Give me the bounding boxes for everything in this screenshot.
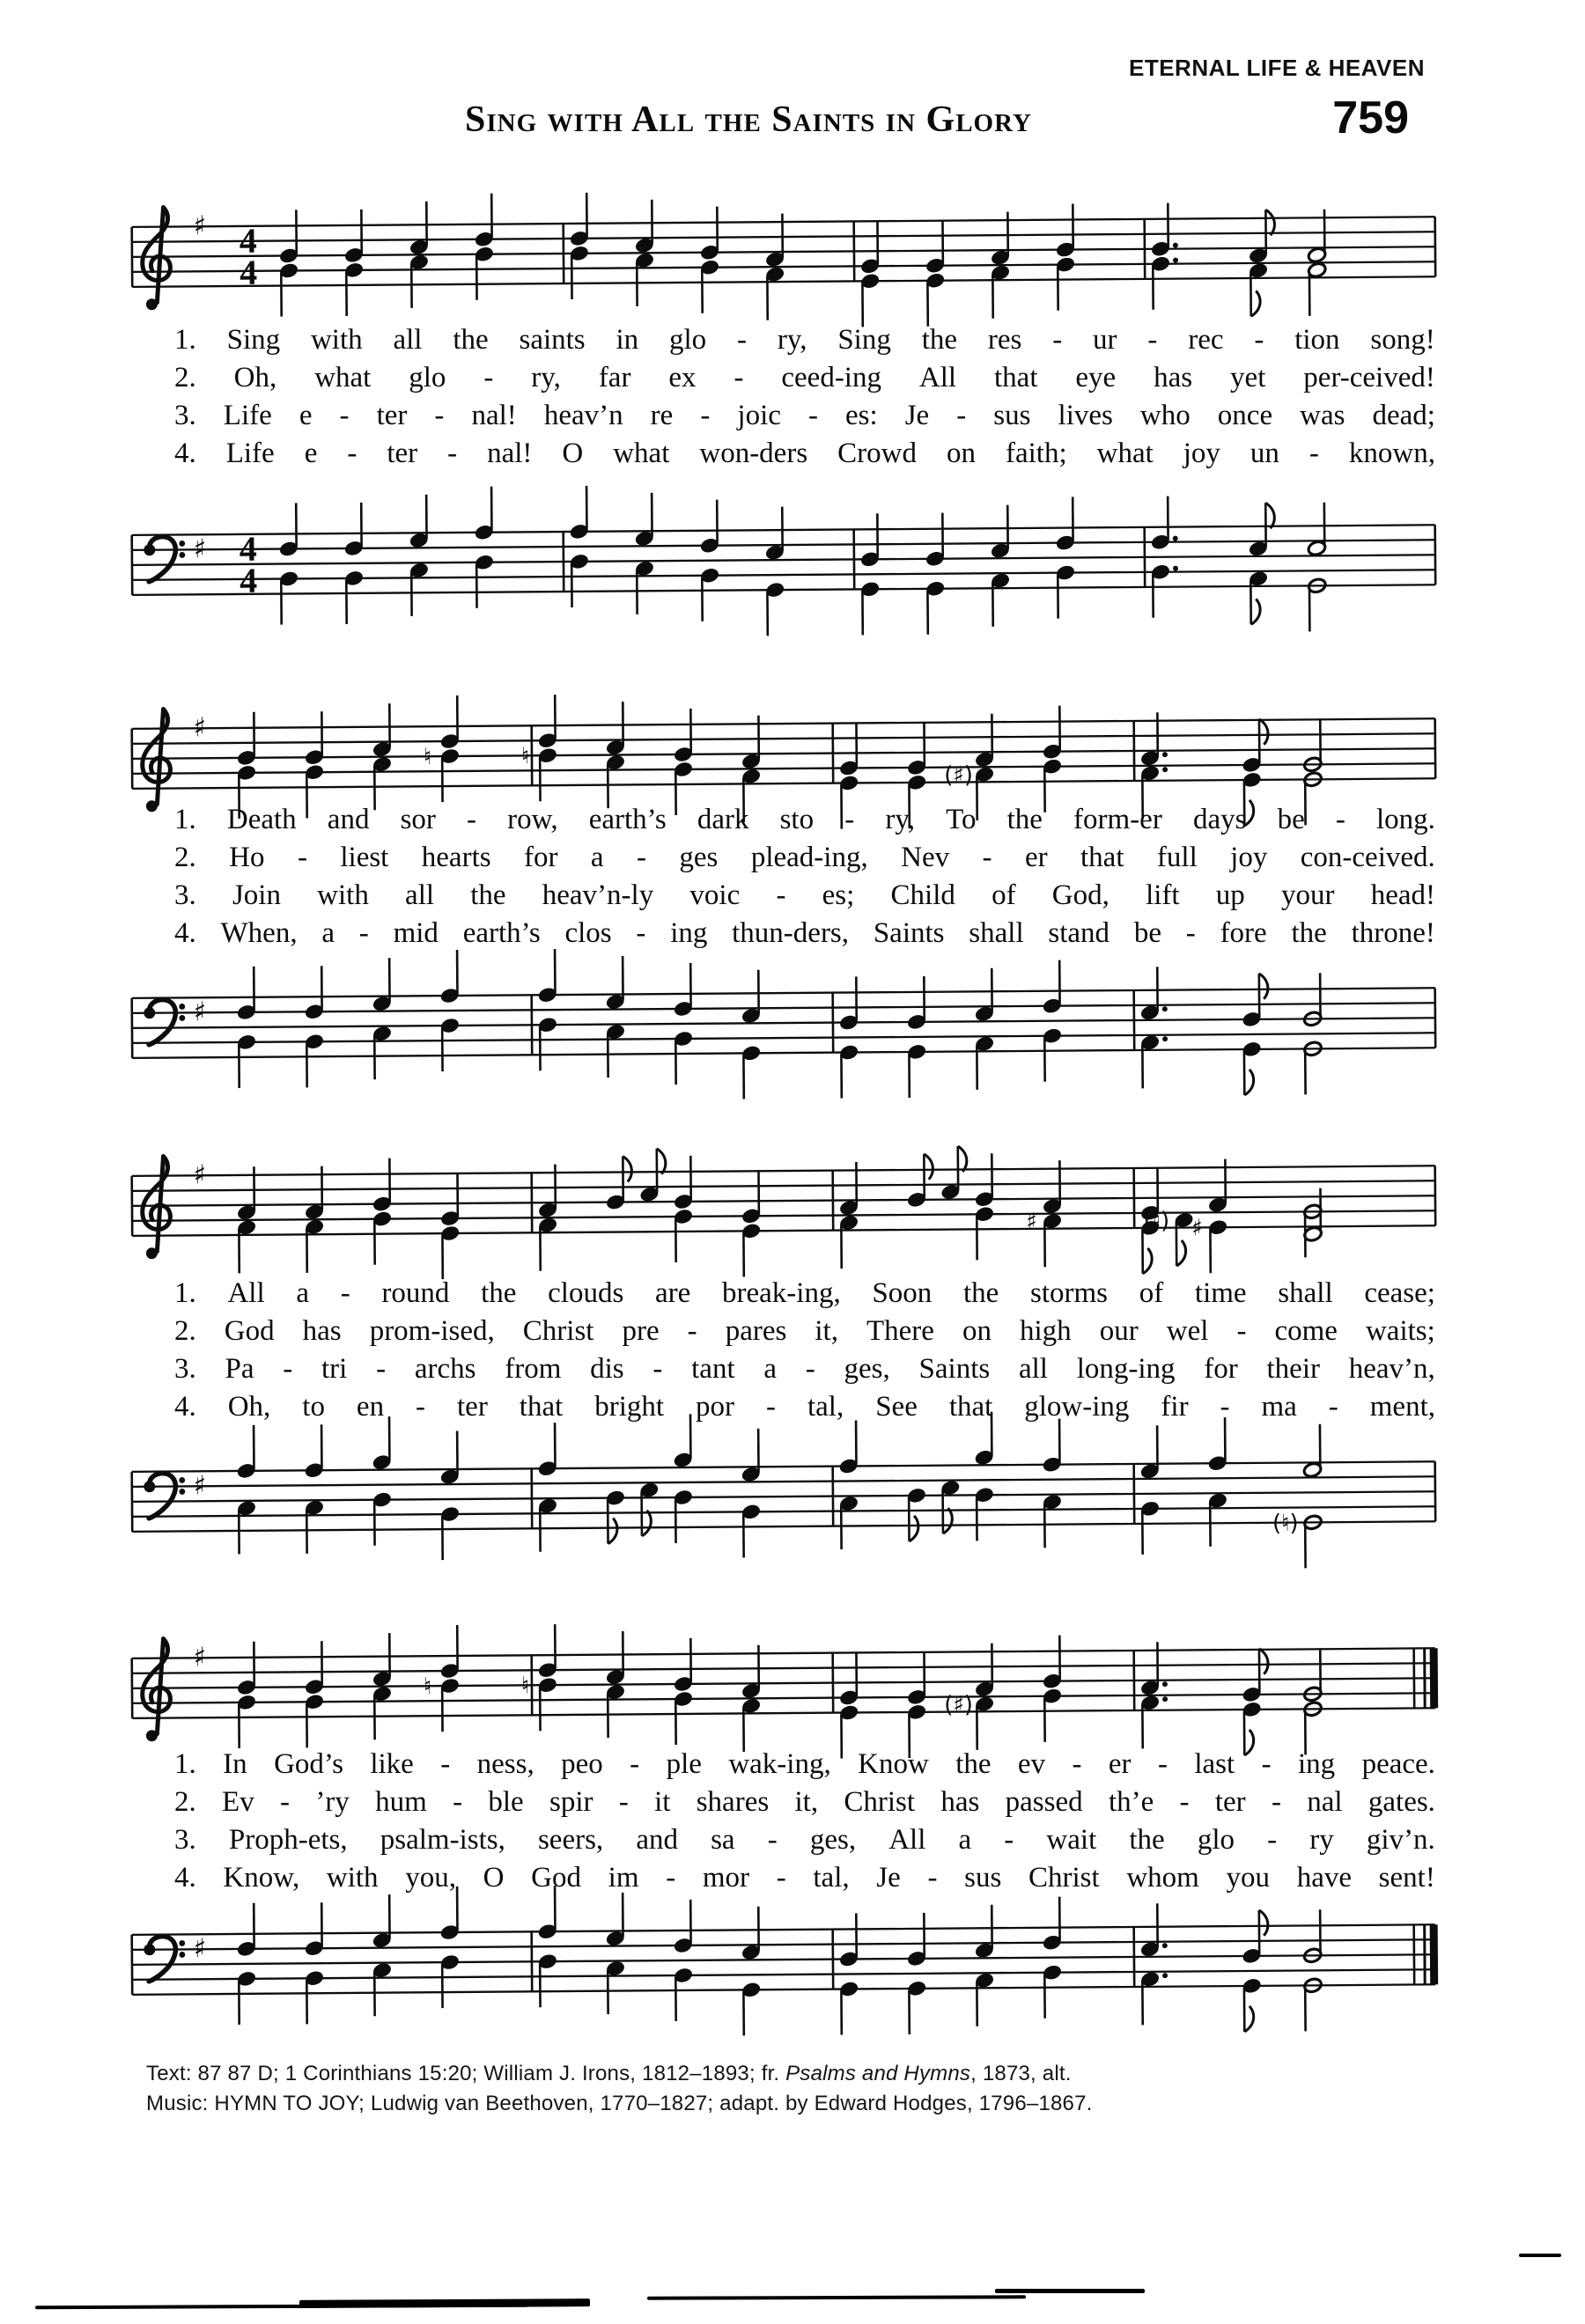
key-signature-sharp: ♯ xyxy=(193,1642,207,1673)
accidental: ♮ xyxy=(520,743,530,770)
text-attribution xyxy=(146,2062,1072,2086)
hymn-title: Sing with All the Saints in Glory xyxy=(465,99,1032,140)
key-signature-sharp: ♯ xyxy=(193,533,207,565)
lyric-line-verse-2: 2. Ev - ’ry hum - ble spir - it shares it, Christ has passed th’e - ter - nal gates. xyxy=(174,1786,1435,1818)
lyric-line-verse-1: 1. All a - round the clouds are break-ing, Soon the storms of time shall cease; xyxy=(174,1277,1435,1309)
lyric-line-verse-1: 1. Sing with all the saints in glo - ry, Sing the res - ur - rec - tion song! xyxy=(174,324,1435,356)
treble-staff xyxy=(0,649,1585,872)
accidental: ♮ xyxy=(520,1673,530,1700)
lyric-line-verse-2: 2. Oh, what glo - ry, far ex - ceed-ing All that eye has yet per-ceived! xyxy=(174,362,1435,393)
text-attribution-prefix: Text: 87 87 D; 1 Corinthians 15:20; William J. Irons, 1812–1893; fr. xyxy=(146,2062,786,2085)
lyric-line-verse-1: 1. Death and sor - row, earth’s dark sto - ry, To the form-er days be - long. xyxy=(174,804,1435,835)
lyric-line-verse-3: 3. Join with all the heav’n-ly voic - es; Child of God, lift up your head! xyxy=(174,879,1435,911)
accidental: (♯) xyxy=(944,1691,974,1719)
key-signature-sharp: ♯ xyxy=(193,1159,207,1191)
key-signature-sharp: ♯ xyxy=(193,997,207,1028)
scan-artifact xyxy=(1519,2254,1561,2257)
music-attribution: Music: HYMN TO JOY; Ludwig van Beethoven, 1770–1827; adapt. by Edward Hodges, 1796–1867. xyxy=(146,2092,1093,2115)
lyric-line-verse-4: 4. Oh, to en - ter that bright por - tal, See that glow-ing fir - ma - ment, xyxy=(174,1391,1435,1423)
accidental: (♯) xyxy=(944,761,974,790)
accidental: ♮ xyxy=(423,1673,432,1701)
treble-clef-icon xyxy=(142,710,171,813)
lyric-line-verse-4: 4. Know, with you, O God im - mor - tal, Je - sus Christ whom you have sent! xyxy=(174,1862,1435,1894)
lyric-line-verse-4: 4. Life e - ter - nal! O what won-ders Crowd on faith; what joy un - known, xyxy=(174,438,1435,469)
treble-clef-icon xyxy=(142,208,171,311)
lyric-line-verse-2: 2. Ho - liest hearts for a - ges plead-ing, Nev - er that full joy con-ceived. xyxy=(174,842,1435,873)
accidental: ♮ xyxy=(423,744,432,771)
bass-clef-icon xyxy=(144,1473,185,1518)
lyric-line-verse-4: 4. When, a - mid earth’s clos - ing thun-ders, Saints shall stand be - fore the throne! xyxy=(174,917,1435,949)
key-signature-sharp: ♯ xyxy=(193,210,207,242)
time-signature-digit: 4 xyxy=(239,528,257,569)
time-signature-digit: 4 xyxy=(239,560,258,600)
bass-clef-icon xyxy=(144,999,185,1044)
section-category: ETERNAL LIFE & HEAVEN xyxy=(1128,55,1425,81)
accidental: (♮) xyxy=(1272,1510,1299,1537)
bass-staff xyxy=(0,1855,1585,2078)
accidental: ♯ xyxy=(1026,1209,1037,1236)
key-signature-sharp: ♯ xyxy=(193,712,207,744)
treble-clef-icon xyxy=(142,1157,171,1260)
accidental: ♯ xyxy=(1191,1215,1203,1242)
bass-clef-icon xyxy=(144,536,185,581)
lyric-line-verse-1: 1. In God’s like - ness, peo - ple wak-ing, Know the ev - er - last - ing peace. xyxy=(174,1748,1435,1780)
treble-clef-icon xyxy=(142,1639,171,1742)
lyric-line-verse-3: 3. Pa - tri - archs from dis - tant a - ges, Saints all long-ing for their heav’n, xyxy=(174,1353,1435,1385)
time-signature-digit: 4 xyxy=(239,220,257,261)
lyric-line-verse-3: 3. Life e - ter - nal! heav’n re - joic - es: Je - sus lives who once was dead; xyxy=(174,400,1435,431)
key-signature-sharp: ♯ xyxy=(193,1933,207,1965)
bass-clef-icon xyxy=(144,1936,185,1981)
key-signature-sharp: ♯ xyxy=(193,1470,207,1502)
time-signature-digit: 4 xyxy=(239,252,258,292)
hymn-number: 759 xyxy=(1332,92,1409,143)
lyric-line-verse-3: 3. Proph-ets, psalm-ists, seers, and sa - ges, All a - wait the glo - ry giv’n. xyxy=(174,1824,1435,1856)
bass-staff xyxy=(0,455,1585,679)
text-attribution-suffix: , 1873, alt. xyxy=(970,2062,1072,2085)
scan-artifact xyxy=(299,2298,590,2308)
scan-artifact xyxy=(995,2289,1145,2293)
lyric-line-verse-2: 2. God has prom-ised, Christ pre - pares it, There on high our wel - come waits; xyxy=(174,1315,1435,1347)
text-attribution-source: Psalms and Hymns xyxy=(785,2062,971,2085)
accidental: (♮) xyxy=(1143,1208,1170,1235)
scan-artifact xyxy=(647,2295,1026,2300)
